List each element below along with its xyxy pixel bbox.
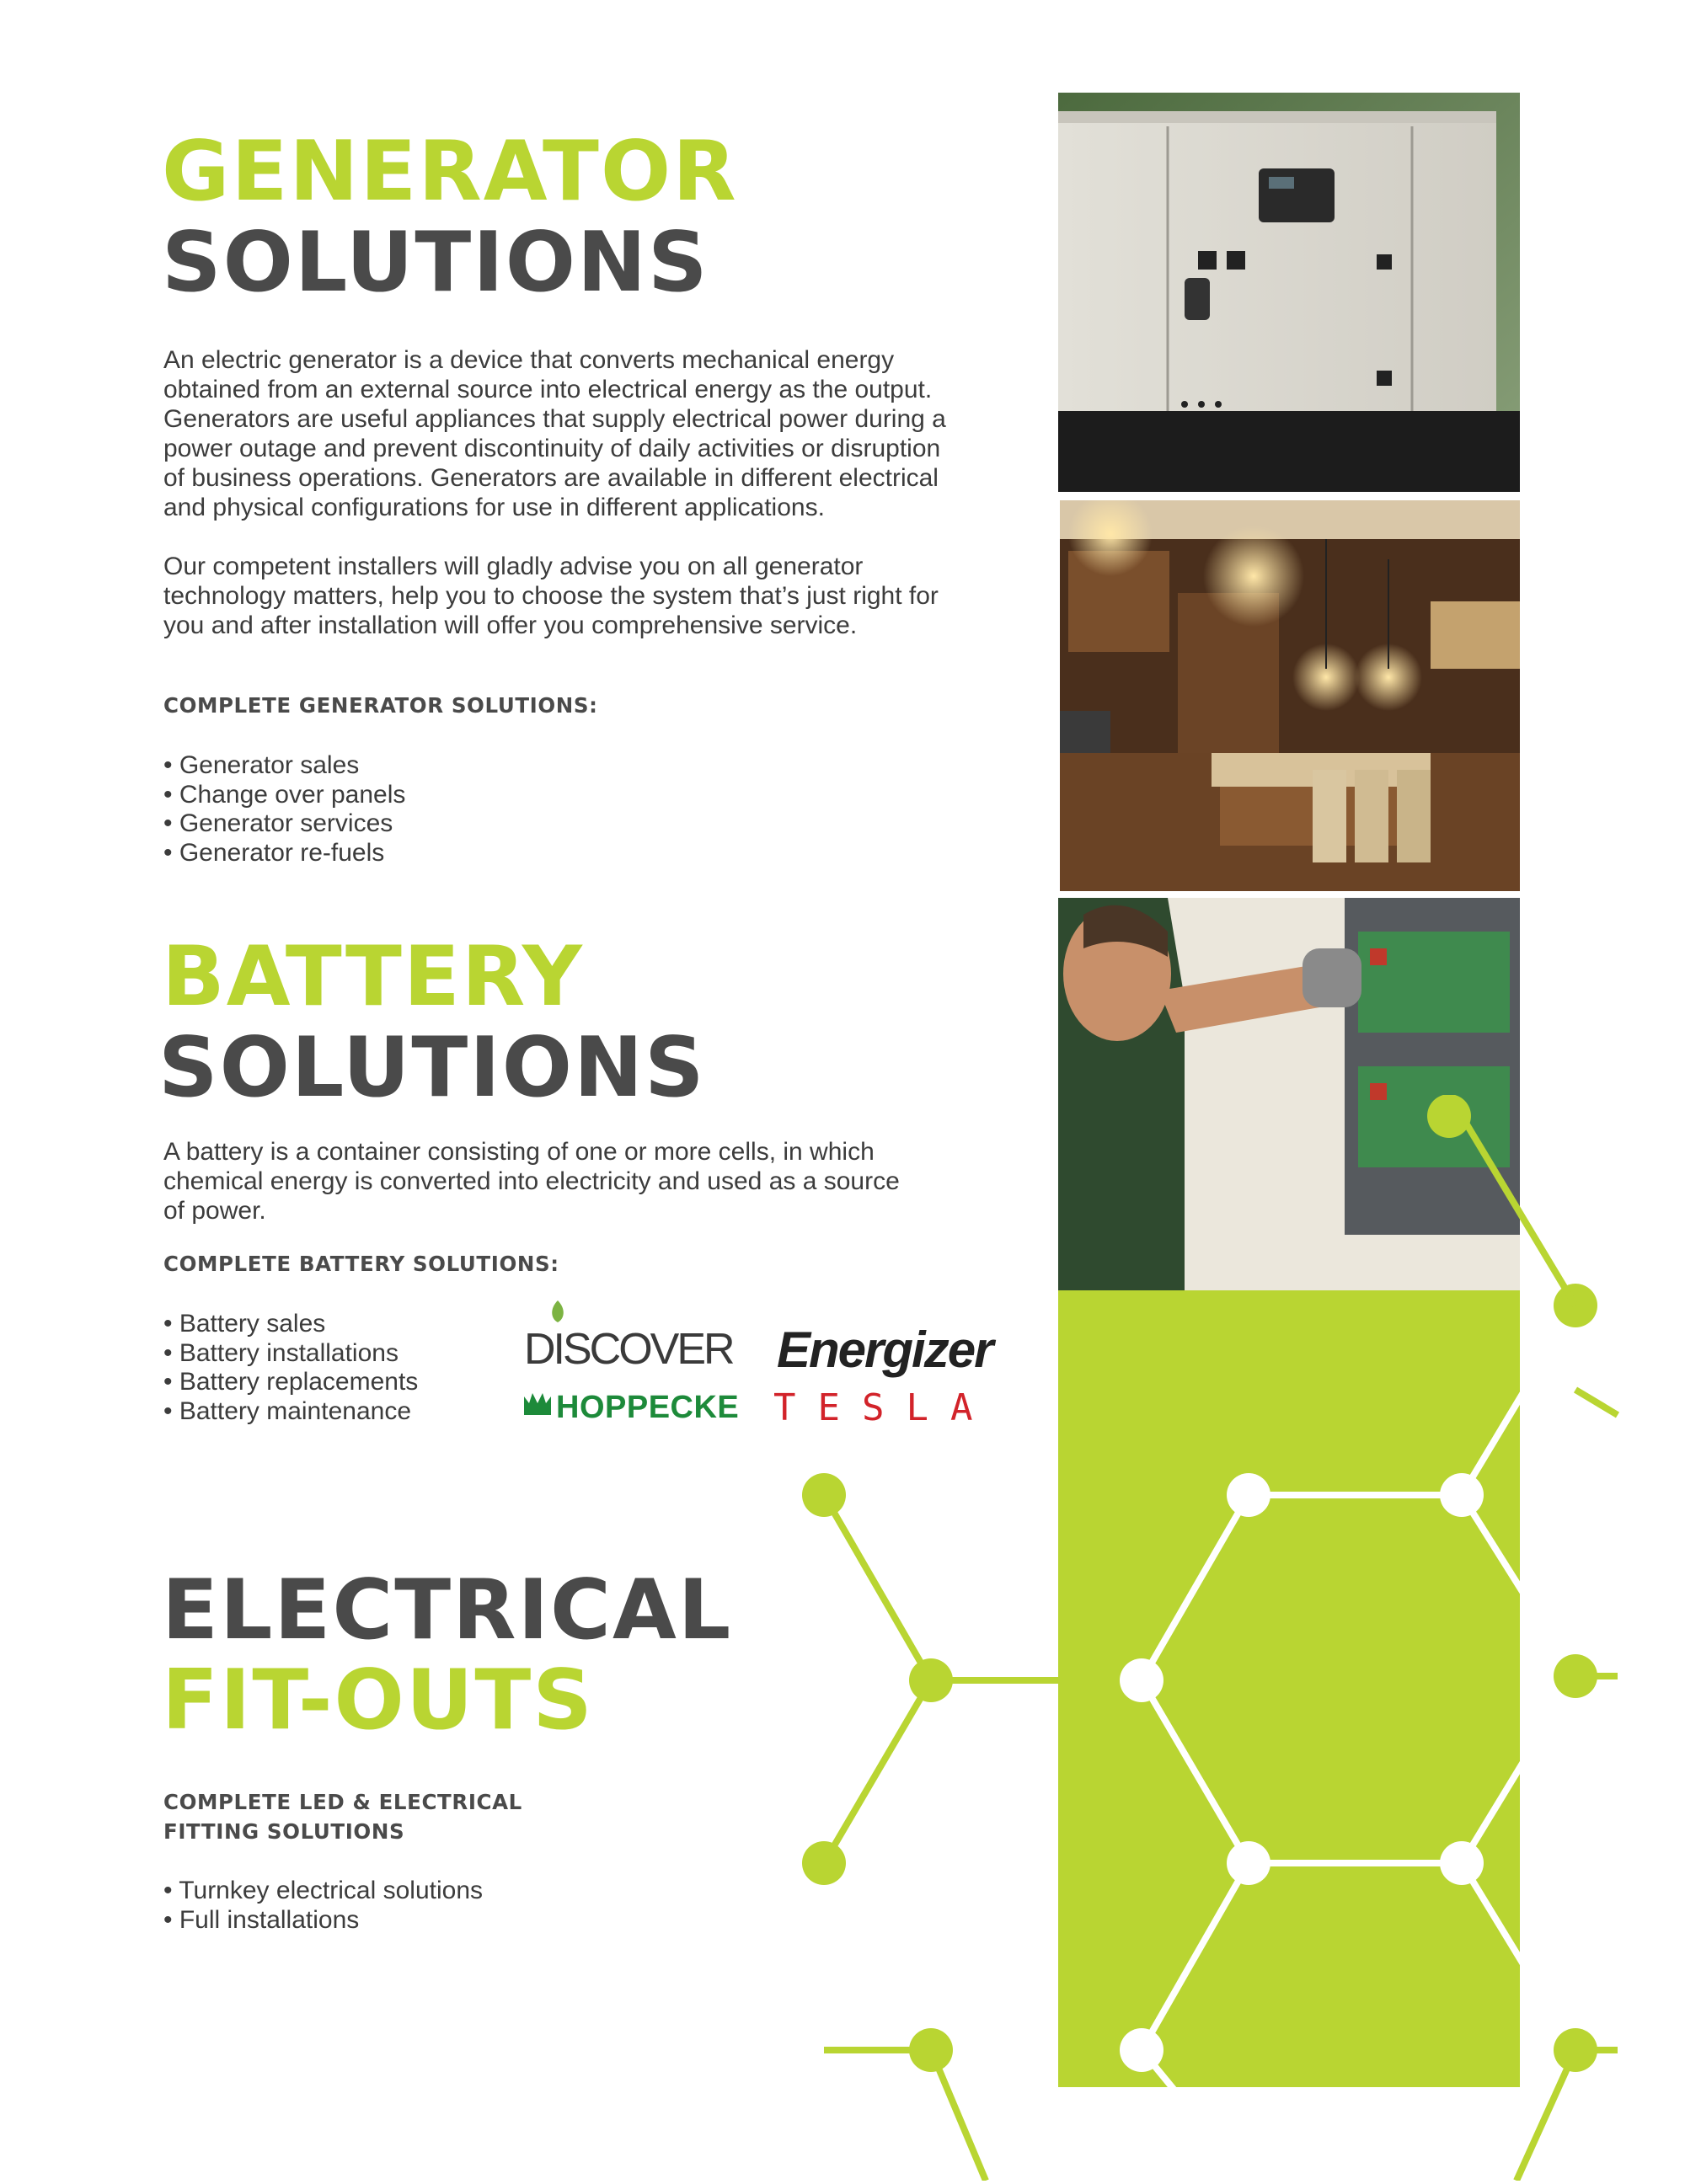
list-item: • Battery maintenance [163, 1397, 418, 1427]
hoppecke-logo: HOPPECKE [556, 1390, 740, 1425]
list-item: • Battery sales [163, 1310, 418, 1339]
text-line: Generators are useful appliances that supply electrical power during a [163, 405, 946, 433]
tesla-logo: TESLA [773, 1386, 995, 1429]
electrical-list [163, 1877, 483, 1935]
hoppecke-mark-icon [522, 1390, 553, 1417]
list-item: • Generator services [163, 809, 405, 839]
list-item: • Battery installations [163, 1339, 418, 1369]
generator-list [163, 751, 405, 868]
hexagon-network-graphic [775, 1095, 1685, 2181]
text-line: of business operations. Generators are available in different electrical [163, 464, 939, 492]
battery-subheading: COMPLETE BATTERY SOLUTIONS: [163, 1252, 559, 1276]
text-line: An electric generator is a device that converts mechanical energy [163, 346, 895, 374]
text-line: power outage and prevent discontinuity of daily activities or disruption [163, 435, 941, 462]
text-line: chemical energy is converted into electricity and used as a source [163, 1167, 900, 1195]
discover-logo: DISCOVER [524, 1325, 733, 1374]
text-line: obtained from an external source into electrical energy as the output. [163, 376, 933, 403]
battery-title-line2: SOLUTIONS [158, 1020, 706, 1116]
leaf-icon [548, 1299, 568, 1324]
electrical-subheading [163, 1787, 522, 1846]
text-line: you and after installation will offer you comprehensive service. [163, 611, 858, 639]
subheading-line: COMPLETE LED & ELECTRICAL [163, 1790, 522, 1814]
generator-title-line2: SOLUTIONS [162, 215, 709, 311]
generator-intro-paragraph [163, 345, 1048, 522]
text-line: and physical configurations for use in different applications. [163, 494, 825, 521]
list-item: • Change over panels [163, 781, 405, 810]
electrical-title-line1: ELECTRICAL [162, 1562, 733, 1658]
text-line: of power. [163, 1197, 266, 1225]
list-item: • Battery replacements [163, 1368, 418, 1397]
electrical-title-line2: FIT-OUTS [162, 1653, 594, 1749]
text-line: technology matters, help you to choose the system that’s just right for [163, 582, 939, 610]
battery-list [163, 1310, 418, 1426]
generator-title-line1: GENERATOR [162, 124, 738, 220]
generator-photo [1058, 93, 1520, 492]
list-item: • Generator sales [163, 751, 405, 781]
text-line: A battery is a container consisting of one or more cells, in which [163, 1138, 875, 1166]
list-item: • Turnkey electrical solutions [163, 1877, 483, 1906]
kitchen-lighting-photo [1060, 500, 1520, 891]
subheading-line: FITTING SOLUTIONS [163, 1819, 405, 1844]
list-item: • Full installations [163, 1906, 483, 1936]
text-line: Our competent installers will gladly advise you on all generator [163, 553, 864, 580]
energizer-logo: Energizer [777, 1322, 992, 1378]
battery-title-line1: BATTERY [162, 929, 584, 1025]
generator-subheading: COMPLETE GENERATOR SOLUTIONS: [163, 693, 598, 718]
list-item: • Generator re-fuels [163, 839, 405, 868]
generator-installers-paragraph [163, 552, 1048, 640]
